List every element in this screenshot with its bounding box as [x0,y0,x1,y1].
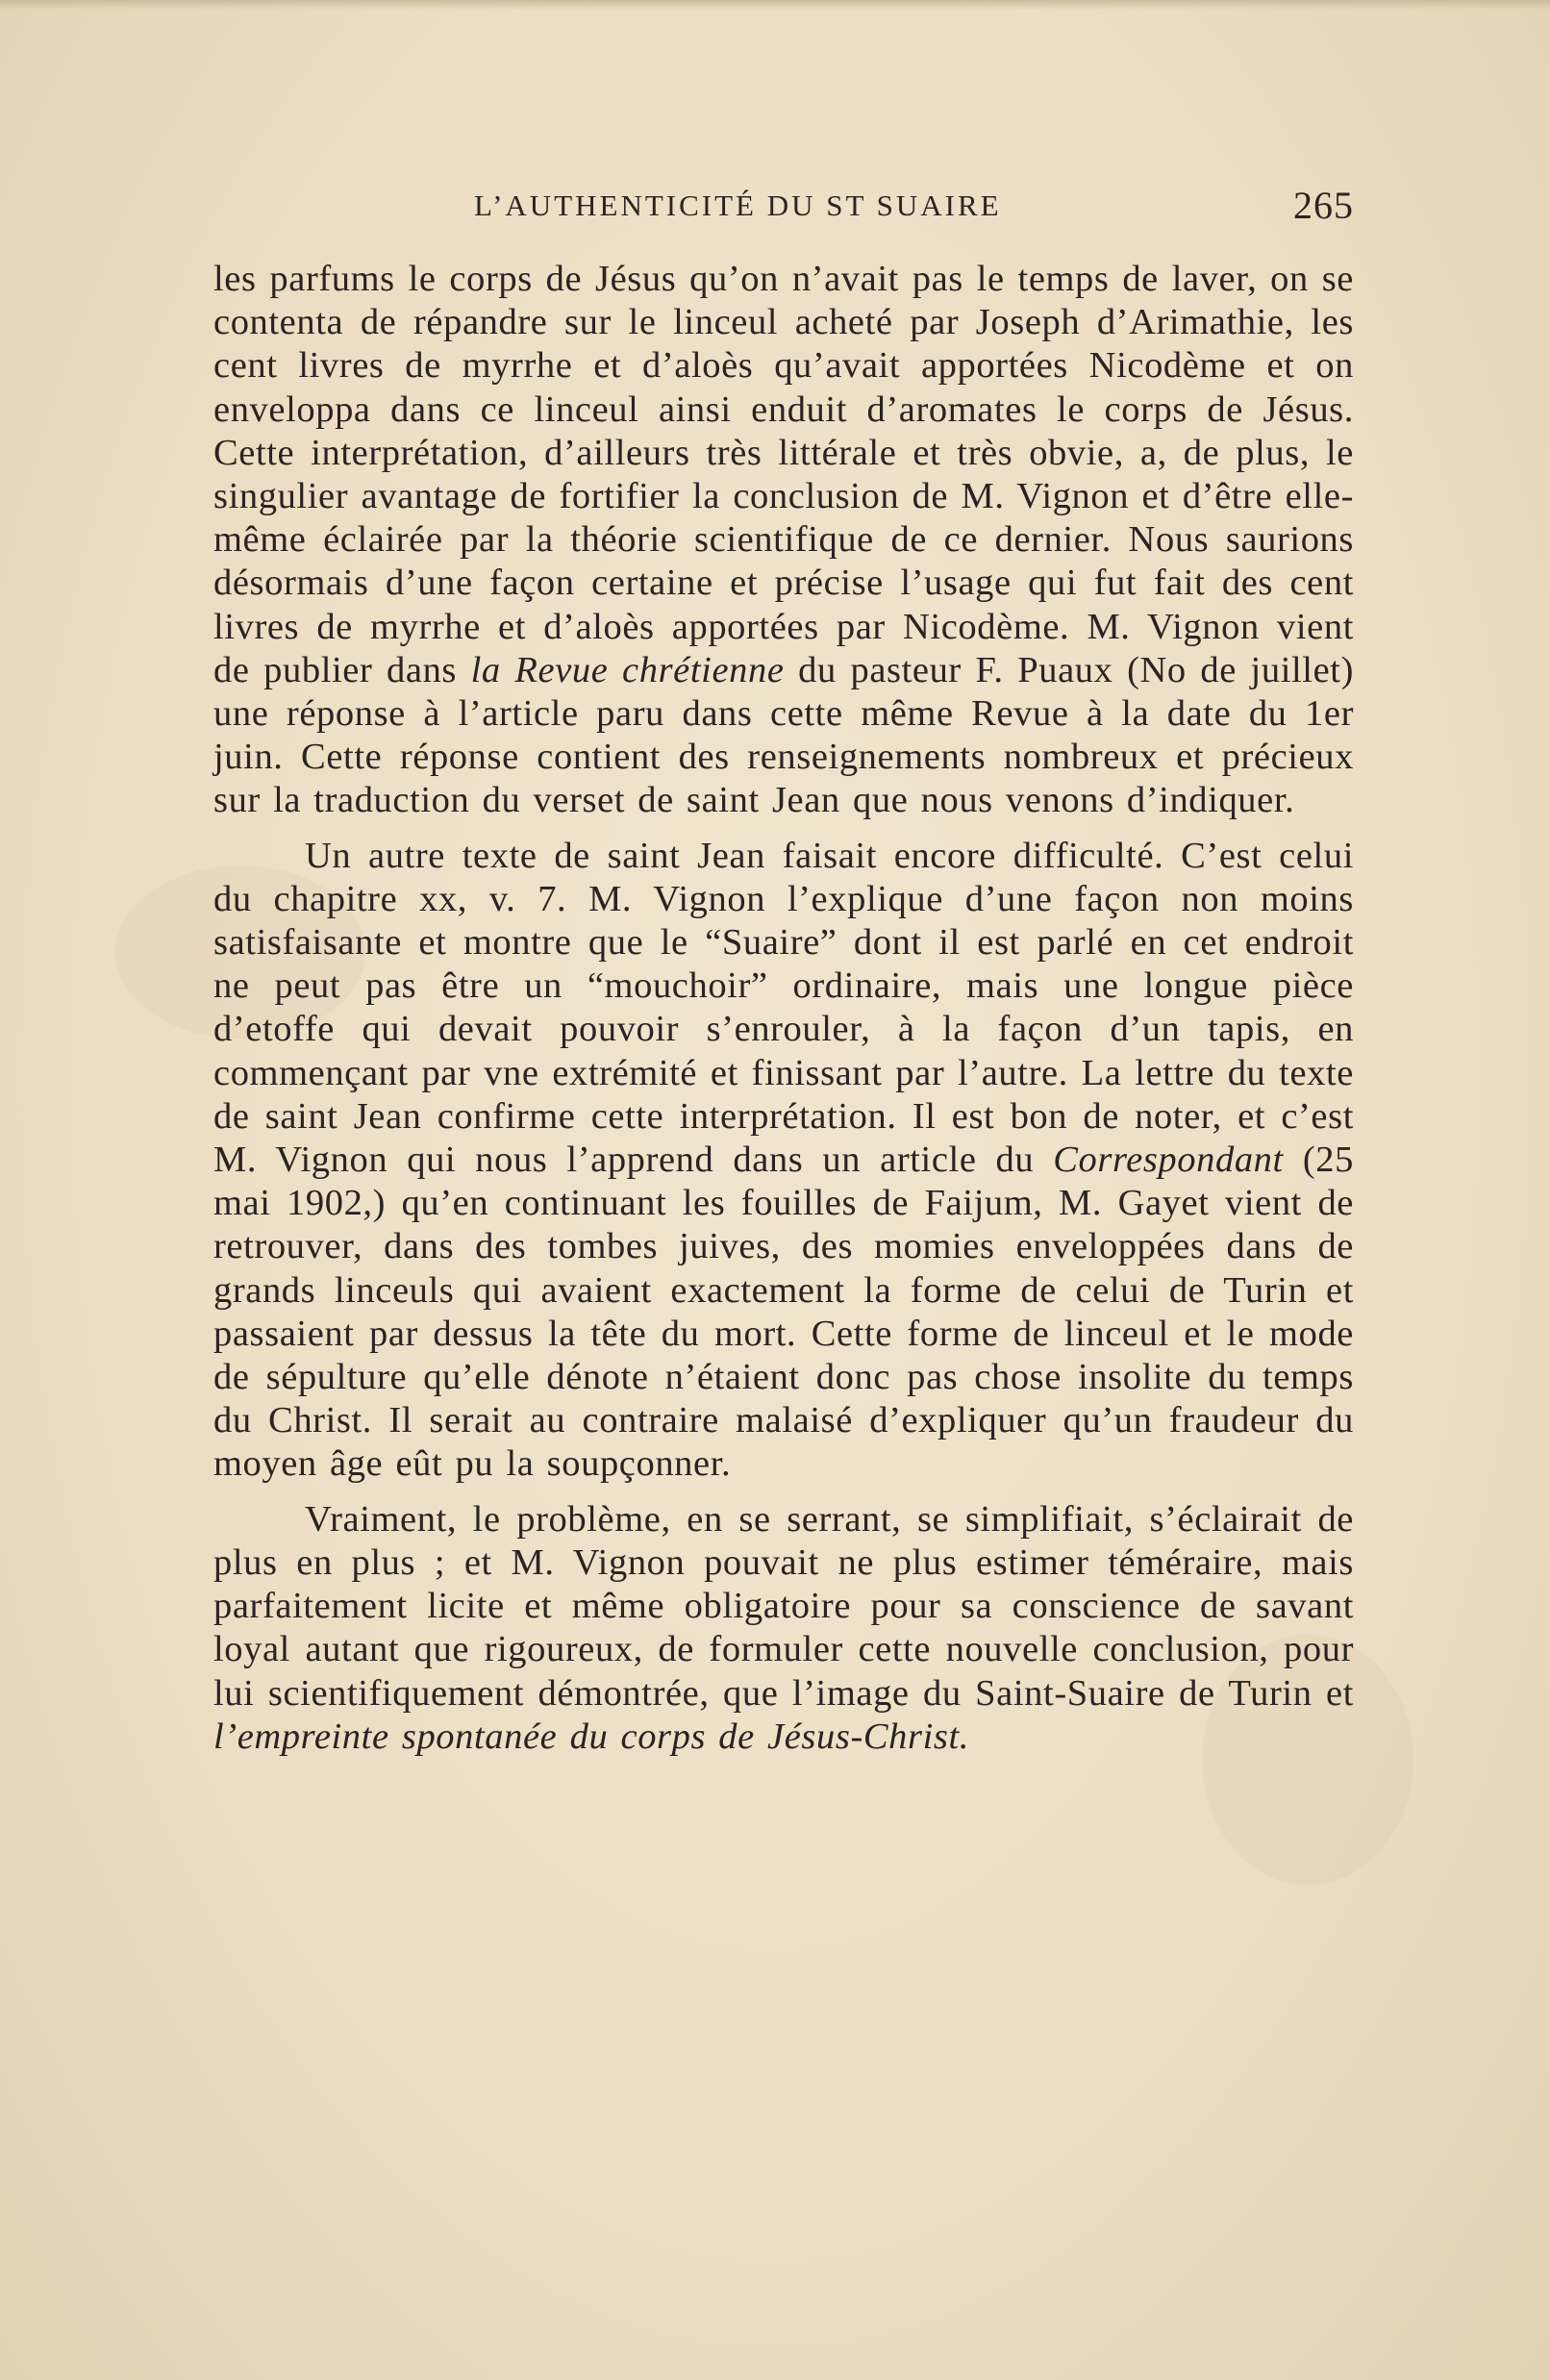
text-segment: Un autre texte de saint Jean faisait encore difficulté. C’est celui du chapitre xx, v. 7. M. Vignon l’explique d’une façon non moins satisfaisante et montre que le “Suaire” dont il est parlé en cet endroit ne peut pas être un “mouchoir” ordinaire, mais une longue pièce d’etoffe qui devait pouvoir s’enrouler, à la façon d’un tapis, en commençant par vne extrémité et finissant par l’autre. La lettre du texte de saint Jean confirme cette interprétation. Il est bon de noter, et c’est M. Vignon qui nous l’apprend dans un article du [213,835,1354,1181]
running-header [219,183,1354,240]
body-text [213,258,1354,1759]
page-edge [0,0,1550,10]
page-number: 265 [1293,184,1354,227]
text-segment: les parfums le corps de Jésus qu’on n’avait pas le temps de laver, on se contenta de répandre sur le linceul acheté par Joseph d’Arimathie, les cent livres de myrrhe et d’aloès qu’avait apportées Nicodème et on enveloppa dans ce linceul ainsi enduit d’aromates le corps de Jésus. Cette interprétation, d’ailleurs très littérale et très obvie, a, de plus, le singulier avantage de fortifier la conclusion de M. Vignon et d’être elle-même éclairée par la théorie scientifique de ce dernier. Nous saurions désormais d’une façon certaine et précise l’usage qui fut fait des cent livres de myrrhe et d’aloès apportées par Nicodème. M. Vignon vient de publier dans [213,259,1354,690]
italic-title: la Revue chrétienne [470,649,785,690]
paragraph-3 [213,1498,1354,1759]
paragraph-2 [213,835,1354,1487]
text-segment: du pasteur F. Puaux (No de juillet) une réponse à l’article paru dans cette même Revue à la date du 1er juin. Cette réponse contient des renseignements nombreux et précieux sur la traduction du verset de saint Jean que nous venons d’indiquer. [213,649,1355,821]
paragraph-1 [213,258,1354,823]
text-segment: (25 mai 1902,) qu’en continuant les fouilles de Faijum, M. Gayet vient de retrouver, dans des tombes juives, des momies enveloppées dans de grands linceuls qui avaient exactement la forme de celui de Turin et passaient par dessus la tête du mort. Cette forme de linceul et le mode de sépulture qu’elle dénote n’étaient donc pas chose insolite du temps du Christ. Il serait au contraire malaisé d’expliquer qu’un fraudeur du moyen âge eût pu la soupçonner. [213,1140,1354,1485]
text-segment: Vraiment, le problème, en se serrant, se simplifiait, s’éclairait de plus en plus ; et M. Vignon pouvait ne plus estimer téméraire, mais parfaitement licite et même obligatoire pour sa conscience de savant loyal autant que rigoureux, de formuler cette nouvelle conclusion, pour lui scientifiquement démontrée, que l’image du Saint-Suaire de Turin et [213,1498,1354,1714]
italic-conclusion: l’empreinte spontanée du corps de Jésus-Christ. [213,1716,969,1757]
italic-title: Correspondant [1053,1140,1284,1181]
running-title: L’AUTHENTICITÉ DU ST SUAIRE [474,188,1002,222]
